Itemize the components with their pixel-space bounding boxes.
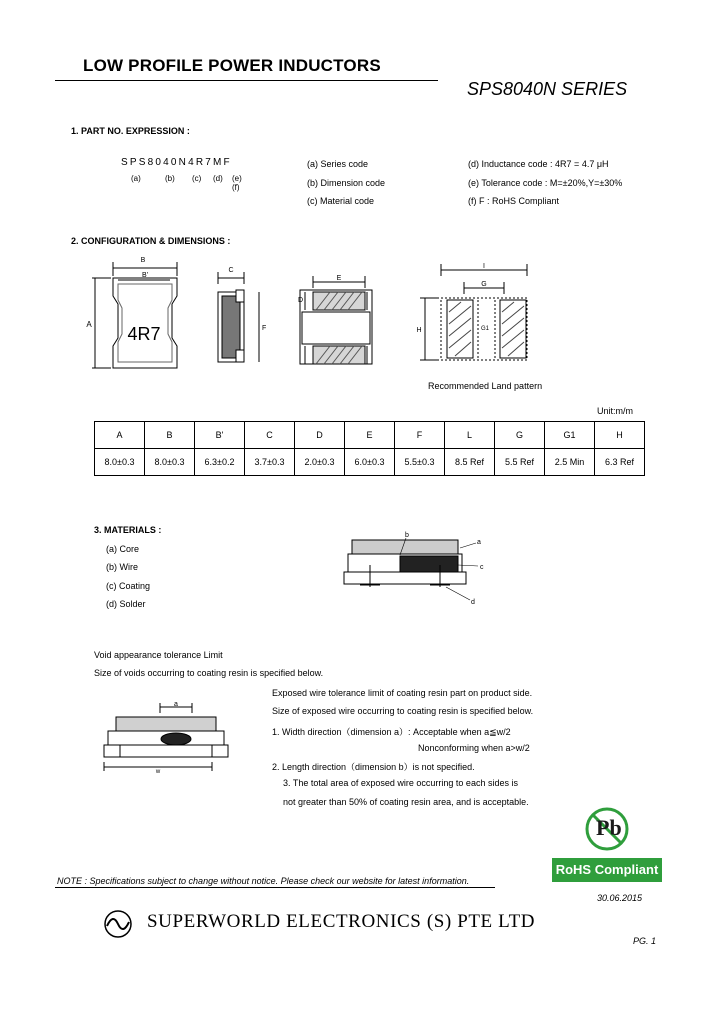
table-cell: 8.5 Ref [445, 449, 495, 476]
document-date: 30.06.2015 [597, 893, 643, 903]
label-a: A [86, 320, 92, 329]
code-desc-c: (c) Material code [307, 196, 375, 206]
material-solder: (d) Solder [106, 599, 146, 609]
void-line-7: not greater than 50% of coating resin area, and is acceptable. [283, 797, 529, 807]
void-drawing [100, 695, 230, 775]
label-d: D [298, 297, 304, 304]
callout-c: c [480, 564, 484, 571]
table-cell: 2.5 Min [545, 449, 595, 476]
table-header-cell: G [495, 422, 545, 449]
label-f-side: F [262, 325, 267, 332]
company-logo-icon [103, 909, 133, 939]
void-line-1: Exposed wire tolerance limit of coating resin part on product side. [272, 688, 533, 698]
config-heading: 2. CONFIGURATION & DIMENSIONS : [71, 236, 231, 246]
void-label-a: a [174, 701, 178, 708]
material-core: (a) Core [106, 544, 140, 554]
code-desc-d: (d) Inductance code : 4R7 = 4.7 μH [468, 159, 609, 169]
pb-text: Pb [596, 815, 622, 840]
void-line-3: 1. Width direction（dimension a）: Acceptable when a≦w/2 [272, 727, 511, 737]
table-header-cell: L [445, 422, 495, 449]
label-l: I [483, 263, 485, 270]
material-wire: (b) Wire [106, 562, 138, 572]
label-b: B [140, 257, 146, 264]
label-b-prime: B' [141, 272, 149, 279]
side-view-drawing [218, 272, 259, 362]
label-h: H [416, 327, 422, 334]
subcode-a: (a) [131, 174, 141, 183]
company-name: SUPERWORLD ELECTRONICS (S) PTE LTD [147, 911, 536, 932]
rohs-compliant-badge: RoHS Compliant [552, 858, 662, 882]
unit-label: Unit:m/m [597, 406, 633, 416]
subcode-ef: (e)(f) [232, 174, 242, 192]
subcode-c: (c) [192, 174, 202, 183]
void-line-6: 3. The total area of exposed wire occurring to each sides is [283, 778, 518, 788]
part-no-heading: 1. PART NO. EXPRESSION : [71, 126, 190, 136]
materials-heading: 3. MATERIALS : [94, 525, 162, 535]
code-desc-f: (f) F : RoHS Compliant [468, 196, 560, 206]
table-header-cell: G1 [545, 422, 595, 449]
label-g: G [481, 281, 487, 288]
void-line-5: 2. Length direction（dimension b）is not specified. [272, 762, 475, 772]
void-label-w: w [155, 769, 161, 775]
code-desc-e: (e) Tolerance code : M=±20%,Y=±30% [468, 178, 623, 188]
top-view-drawing [92, 262, 177, 368]
table-cell: 6.3±0.2 [195, 449, 245, 476]
table-header-cell: H [595, 422, 645, 449]
void-line-4: Nonconforming when a>w/2 [418, 743, 530, 753]
label-c: C [228, 267, 234, 274]
land-pattern-caption: Recommended Land pattern [428, 381, 543, 391]
page-title: LOW PROFILE POWER INDUCTORS [83, 56, 381, 75]
materials-drawing [330, 525, 500, 610]
table-cell: 6.3 Ref [595, 449, 645, 476]
table-cell: 8.0±0.3 [145, 449, 195, 476]
table-cell: 8.0±0.3 [95, 449, 145, 476]
table-header-cell: E [345, 422, 395, 449]
label-e: E [336, 275, 342, 282]
code-desc-b: (b) Dimension code [307, 178, 386, 188]
label-g1: G1 [481, 326, 490, 332]
table-header-cell: C [245, 422, 295, 449]
series-name: SPS8040N SERIES [467, 79, 628, 99]
table-header-cell: D [295, 422, 345, 449]
callout-b: b [405, 532, 409, 539]
marking-text: 4R7 [127, 324, 161, 344]
dimensions-table [94, 421, 645, 476]
subcode-b: (b) [165, 174, 175, 183]
callout-d: d [471, 599, 475, 606]
table-header-row [95, 422, 645, 449]
table-header-cell: B' [195, 422, 245, 449]
table-cell: 5.5 Ref [495, 449, 545, 476]
void-subtitle: Size of voids occurring to coating resin is specified below. [94, 668, 324, 678]
code-desc-a: (a) Series code [307, 159, 369, 169]
table-header-cell: A [95, 422, 145, 449]
table-header-cell: B [145, 422, 195, 449]
table-cell: 5.5±0.3 [395, 449, 445, 476]
table-cell: 3.7±0.3 [245, 449, 295, 476]
part-number-code: SPS8040N4R7MF [121, 157, 232, 168]
void-title: Void appearance tolerance Limit [94, 650, 223, 660]
table-cell: 2.0±0.3 [295, 449, 345, 476]
callout-a: a [477, 539, 481, 546]
land-pattern-drawing [420, 264, 527, 360]
table-header-cell: F [395, 422, 445, 449]
subcode-d: (d) [213, 174, 223, 183]
footer-note: NOTE : Specifications subject to change without notice. Please check our website for latest information. [57, 876, 470, 886]
table-row [95, 449, 645, 476]
material-coating: (c) Coating [106, 581, 151, 591]
footer-rule [55, 887, 495, 888]
page-number: PG. 1 [633, 936, 657, 946]
table-cell: 6.0±0.3 [345, 449, 395, 476]
front-view-drawing [300, 276, 372, 364]
void-line-2: Size of exposed wire occurring to coating resin is specified below. [272, 706, 534, 716]
